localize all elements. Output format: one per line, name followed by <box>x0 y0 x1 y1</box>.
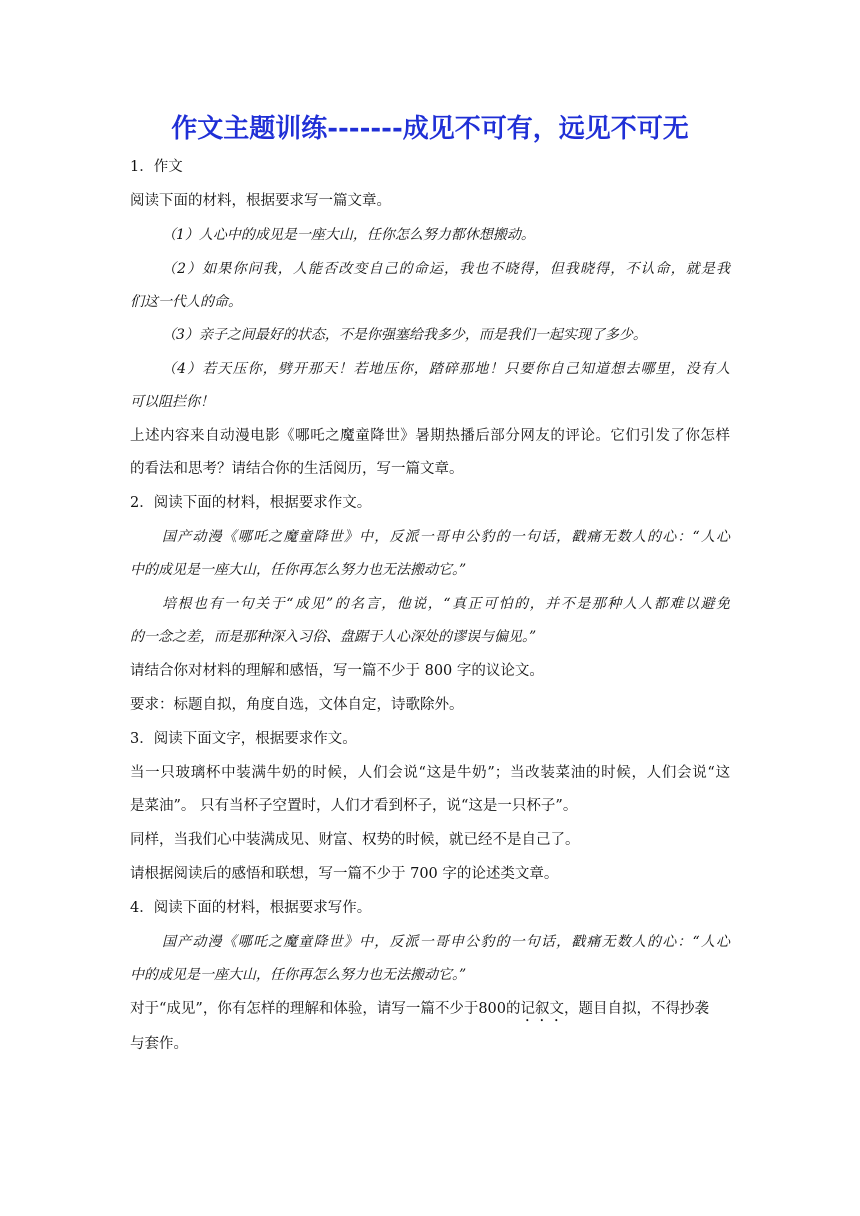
q3-para-1-line-1: 当一只玻璃杯中装满牛奶的时候，人们会说“这是牛奶”；当改装菜油的时候，人们会说“这 <box>130 765 730 781</box>
q4-task-dotted-emphasis: 记叙文 <box>520 1001 564 1017</box>
q3-heading: 3．阅读下面文字，根据要求作文。 <box>130 731 357 747</box>
q1-task-line-1: 上述内容来自动漫电影《哪吒之魔童降世》暑期热播后部分网友的评论。它们引发了你怎样 <box>130 428 730 444</box>
q1-item-4-line-1: （4）若天压你，劈开那天！若地压你，踏碎那地！只要你自己知道想去哪里，没有人 <box>162 361 730 377</box>
q2-para-2-line-2: 的一念之差，而是那种深入习俗、盘踞于人心深处的谬误与偏见。” <box>130 629 537 645</box>
q2-requirements: 要求：标题自拟，角度自选，文体自定，诗歌除外。 <box>130 697 464 713</box>
q3-para-1-line-2: 是菜油”。 只有当杯子空置时，人们才看到杯子，说“这是一只杯子”。 <box>130 798 578 814</box>
q2-heading: 2．阅读下面的材料，根据要求作文。 <box>130 495 372 511</box>
q4-para-1-line-1: 国产动漫《哪吒之魔童降世》中，反派一哥申公豹的一句话，戳痛无数人的心：“人心 <box>162 934 730 950</box>
q1-item-1: （1）人心中的成见是一座大山，任你怎么努力都休想搬动。 <box>162 227 535 243</box>
q4-task-line-1 <box>130 999 730 1025</box>
q4-task-pre: 对于“成见”，你有怎样的理解和体验，请写一篇不少于800的 <box>130 1001 521 1017</box>
q1-heading: 1．作文 <box>130 159 183 175</box>
q1-item-4-line-2: 可以阻拦你！ <box>130 394 214 410</box>
q4-heading: 4．阅读下面的材料，根据要求写作。 <box>130 900 372 916</box>
q3-para-2: 同样，当我们心中装满成见、财富、权势的时候，就已经不是自己了。 <box>130 832 580 848</box>
q4-para-1-line-2: 中的成见是一座大山，任你再怎么努力也无法搬动它。” <box>130 967 467 983</box>
q1-intro: 阅读下面的材料，根据要求写一篇文章。 <box>130 193 391 209</box>
q3-task: 请根据阅读后的感悟和联想，写一篇不少于 700 字的论述类文章。 <box>130 866 559 882</box>
q2-para-1-line-1: 国产动漫《哪吒之魔童降世》中，反派一哥申公豹的一句话，戳痛无数人的心：“人心 <box>162 529 730 545</box>
page-title: 作文主题训练-------成见不可有，远见不可无 <box>171 114 689 144</box>
q1-task-line-2: 的看法和思考？请结合你的生活阅历，写一篇文章。 <box>130 461 464 477</box>
q4-task-post: ，题目自拟，不得抄袭 <box>564 1001 709 1017</box>
q1-item-2-line-1: （2）如果你问我，人能否改变自己的命运，我也不晓得，但我晓得，不认命，就是我 <box>162 261 730 277</box>
q4-task-line-2: 与套作。 <box>130 1036 188 1052</box>
q2-para-2-line-1: 培根也有一句关于“成见”的名言，他说，“真正可怕的，并不是那种人人都难以避免 <box>162 596 730 612</box>
q2-task: 请结合你对材料的理解和感悟，写一篇不少于 800 字的议论文。 <box>130 663 544 679</box>
q2-para-1-line-2: 中的成见是一座大山，任你再怎么努力也无法搬动它。” <box>130 562 467 578</box>
q1-item-2-line-2: 们这一代人的命。 <box>130 294 242 310</box>
q1-item-3: （3）亲子之间最好的状态，不是你强塞给我多少，而是我们一起实现了多少。 <box>162 327 647 343</box>
